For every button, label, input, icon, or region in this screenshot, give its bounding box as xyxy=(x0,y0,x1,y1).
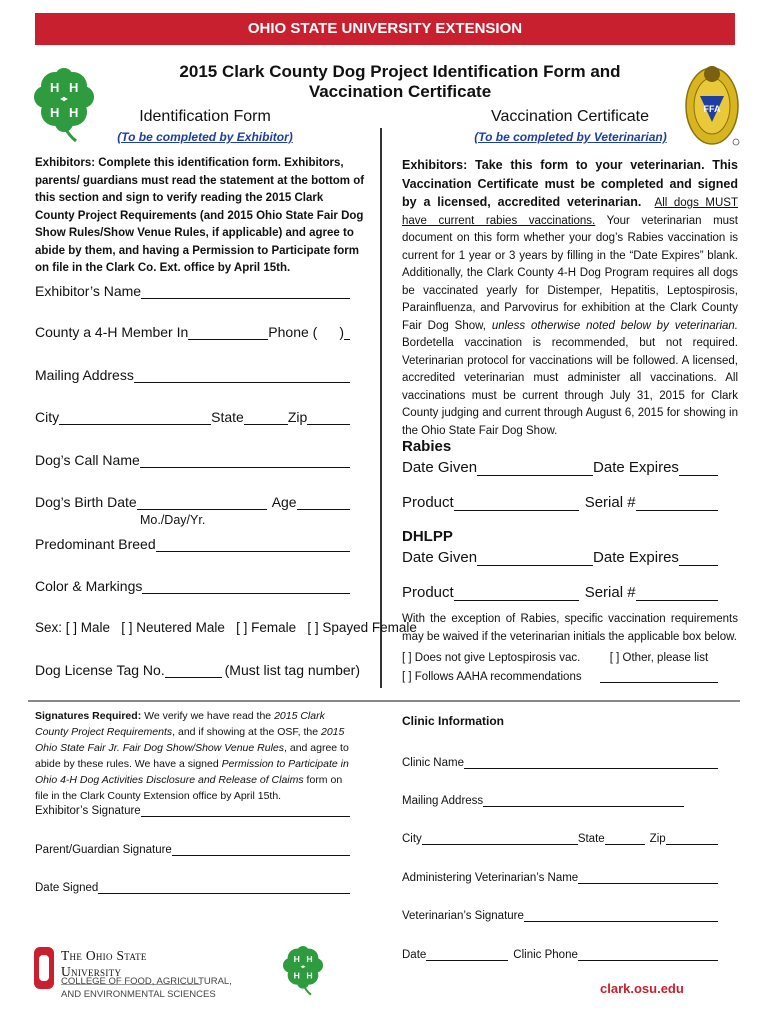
dhlpp-date-expires-label: Date Expires xyxy=(593,549,679,566)
exhibitor-name-field[interactable] xyxy=(35,283,350,299)
vet-signature-label: Veterinarian’s Signature xyxy=(402,910,524,922)
extension-banner xyxy=(35,13,735,45)
rabies-product-field[interactable] xyxy=(402,494,718,511)
svg-text:H: H xyxy=(50,105,60,120)
rabies-heading: Rabies xyxy=(402,438,452,455)
exhibitor-signature-field[interactable] xyxy=(35,804,350,817)
call-name-label: Dog’s Call Name xyxy=(35,452,140,468)
identification-subheading: (To be completed by Exhibitor) xyxy=(117,130,293,144)
svg-text:H: H xyxy=(50,80,60,95)
exhibitor-signature-label: Exhibitor’s Signature xyxy=(35,805,141,817)
clinic-mailing-field[interactable] xyxy=(402,794,684,807)
osu-block-o-icon xyxy=(33,946,55,990)
identification-heading: Identification Form xyxy=(139,108,271,125)
breed-field[interactable] xyxy=(35,536,350,552)
clinic-city-label: City xyxy=(402,833,422,845)
call-name-field[interactable] xyxy=(35,452,350,468)
phone-label: Phone ( xyxy=(268,324,318,340)
clinic-name-label: Clinic Name xyxy=(402,757,464,769)
page-title: 2015 Clark County Dog Project Identification Form and Vaccination Certificate xyxy=(179,62,621,101)
mailing-address-field[interactable] xyxy=(35,367,350,383)
four-h-clover-bottom-icon xyxy=(279,942,327,998)
banner-text: OHIO STATE UNIVERSITY EXTENSION xyxy=(247,20,523,37)
license-tag-field[interactable] xyxy=(35,662,360,678)
ffa-text: FFA xyxy=(703,104,721,114)
dhlpp-product-field[interactable] xyxy=(402,584,718,601)
birth-date-label: Dog’s Birth Date xyxy=(35,494,137,510)
svg-text:H: H xyxy=(293,970,300,981)
vaccination-subheading: (To be completed by Veterinarian) xyxy=(474,130,667,144)
breed-label: Predominant Breed xyxy=(35,536,156,552)
vet-date-label: Date xyxy=(402,949,427,961)
zip-label: Zip xyxy=(287,409,308,425)
dhlpp-heading: DHLPP xyxy=(402,528,453,545)
svg-text:H: H xyxy=(69,105,79,120)
clinic-state-label: State xyxy=(577,833,605,845)
color-markings-label: Color & Markings xyxy=(35,578,143,594)
aaha-checkbox[interactable]: [ ] Follows AAHA recommendations xyxy=(402,671,582,683)
parent-signature-field[interactable] xyxy=(35,843,350,856)
age-label: Age xyxy=(271,494,297,510)
dhlpp-date-given-label: Date Given xyxy=(402,549,478,566)
ffa-emblem-icon xyxy=(682,60,742,148)
rabies-serial-label: Serial # xyxy=(584,494,636,511)
vaccination-heading: Vaccination Certificate xyxy=(491,108,649,125)
date-signed-label: Date Signed xyxy=(35,882,99,894)
clinic-zip-label: Zip xyxy=(649,833,666,845)
birth-date-field[interactable] xyxy=(35,494,350,510)
college-name xyxy=(61,975,232,1001)
county-phone-field[interactable] xyxy=(35,324,350,340)
clinic-info-heading: Clinic Information xyxy=(402,714,504,728)
college-name-line1: COLLEGE OF FOOD, AGRICULTURAL, xyxy=(61,976,232,987)
clinic-phone-label: Clinic Phone xyxy=(513,949,578,961)
mailing-address-label: Mailing Address xyxy=(35,367,134,383)
date-signed-field[interactable] xyxy=(35,881,350,894)
svg-text:H: H xyxy=(69,80,79,95)
rabies-date-given-label: Date Given xyxy=(402,459,478,476)
osu-name: The Ohio State University xyxy=(61,948,201,985)
signatures-required-label: Signatures Required: xyxy=(35,710,142,722)
no-lepto-checkbox[interactable]: [ ] Does not give Leptospirosis vac. xyxy=(402,652,581,664)
rabies-dates-field[interactable] xyxy=(402,459,718,476)
admin-vet-field[interactable] xyxy=(402,871,718,884)
license-tag-label: Dog License Tag No. xyxy=(35,662,165,678)
svg-text:H: H xyxy=(293,954,300,964)
rabies-date-expires-label: Date Expires xyxy=(593,459,679,476)
sex-checkboxes[interactable]: Sex: [ ] Male [ ] Neutered Male [ ] Female [ ] Spayed Female xyxy=(35,620,417,635)
rabies-product-label: Product xyxy=(402,494,454,511)
city-label: City xyxy=(35,409,60,425)
dhlpp-product-label: Product xyxy=(402,584,454,601)
phone-paren: ) xyxy=(339,324,345,340)
clinic-name-field[interactable] xyxy=(402,756,718,769)
vet-signature-field[interactable] xyxy=(402,909,718,922)
svg-text:H: H xyxy=(306,954,313,964)
dhlpp-serial-label: Serial # xyxy=(584,584,636,601)
aaha-row[interactable] xyxy=(402,670,718,683)
date-clinic-phone-field[interactable] xyxy=(402,948,718,961)
color-markings-field[interactable] xyxy=(35,578,350,594)
exception-text: With the exception of Rabies, specific vaccination requirements may be waived if the veterinarian initials the applicable box below. xyxy=(402,613,738,643)
license-tag-note: (Must list tag number) xyxy=(224,662,360,678)
college-name-line2: AND ENVIRONMENTAL SCIENCES xyxy=(61,989,216,1000)
date-format-hint: Mo./Day/Yr. xyxy=(140,513,206,527)
column-divider xyxy=(380,128,382,688)
clinic-city-state-zip-field[interactable] xyxy=(402,832,718,845)
website-link[interactable]: clark.osu.edu xyxy=(600,981,684,996)
clinic-mailing-label: Mailing Address xyxy=(402,795,484,807)
city-state-zip-field[interactable] xyxy=(35,409,350,425)
signature-statement: Signatures Required: We verify we have read the 2015 Clark County Project Requirements, and if showing at the OSF, the 2015 Ohio State Fair Jr. Fair Dog Show/Show Venue Rules, and agree to abide by these rules. We have a signed Permission to Participate in Ohio 4-H Dog Activities Disclosure and Release of Claims form on file in the Clark County Extension office by April 15th. xyxy=(35,710,349,802)
other-checkbox[interactable]: [ ] Other, please list xyxy=(609,652,709,664)
state-label: State xyxy=(211,409,244,425)
parent-signature-label: Parent/Guardian Signature xyxy=(35,844,172,856)
exhibitor-name-label: Exhibitor’s Name xyxy=(35,283,142,299)
vaccination-instructions: Exhibitors: Take this form to your veterinarian. This Vaccination Certificate must be completed and signed by a licensed, accredited veterinarian. All dogs MUST have current rabies vaccinations. Your veterinarian must document on this form whether your dog’s Rabies vaccination is current for 1 year or 3 years by filling in the “Date Expires” blank. Additionally, the Clark County 4-H Dog Program requires all dogs be vaccinated yearly for Distemper, Hepatitis, Leptospirosis, Parainfluenza, and Parvovirus for exhibition at the Clark County Fair Dog Show, unless otherwise noted below by veterinarian. Bordetella vaccination is recommended, but not required. Veterinarian protocol for vaccinations will be followed. A licensed, accredited veterinarian must administer all vaccinations. All vaccinations must be current through July 31, 2015 for Clark County judging and current through August 6, 2015 for showing in the Ohio State Fair Dog Show. xyxy=(402,158,738,437)
svg-text:H: H xyxy=(306,970,313,981)
county-member-label: County a 4-H Member In xyxy=(35,324,189,340)
waiver-options-row[interactable] xyxy=(402,651,718,664)
section-divider xyxy=(28,700,740,702)
dhlpp-dates-field[interactable] xyxy=(402,549,718,566)
four-h-clover-icon xyxy=(28,65,100,143)
identification-instructions: Exhibitors: Complete this identification form. Exhibitors, parents/ guardians must read the statement at the bottom of this section and sign to verify reading the 2015 Clark County Project Requirements (and 2015 Ohio State Fair Dog Show Rules/Show Venue Rules, if applicable) and agree to abide by them, and having a Permission to Participate form on file in the Clark Co. Ext. office by April 15th. xyxy=(35,157,365,274)
admin-vet-label: Administering Veterinarian’s Name xyxy=(402,872,579,884)
